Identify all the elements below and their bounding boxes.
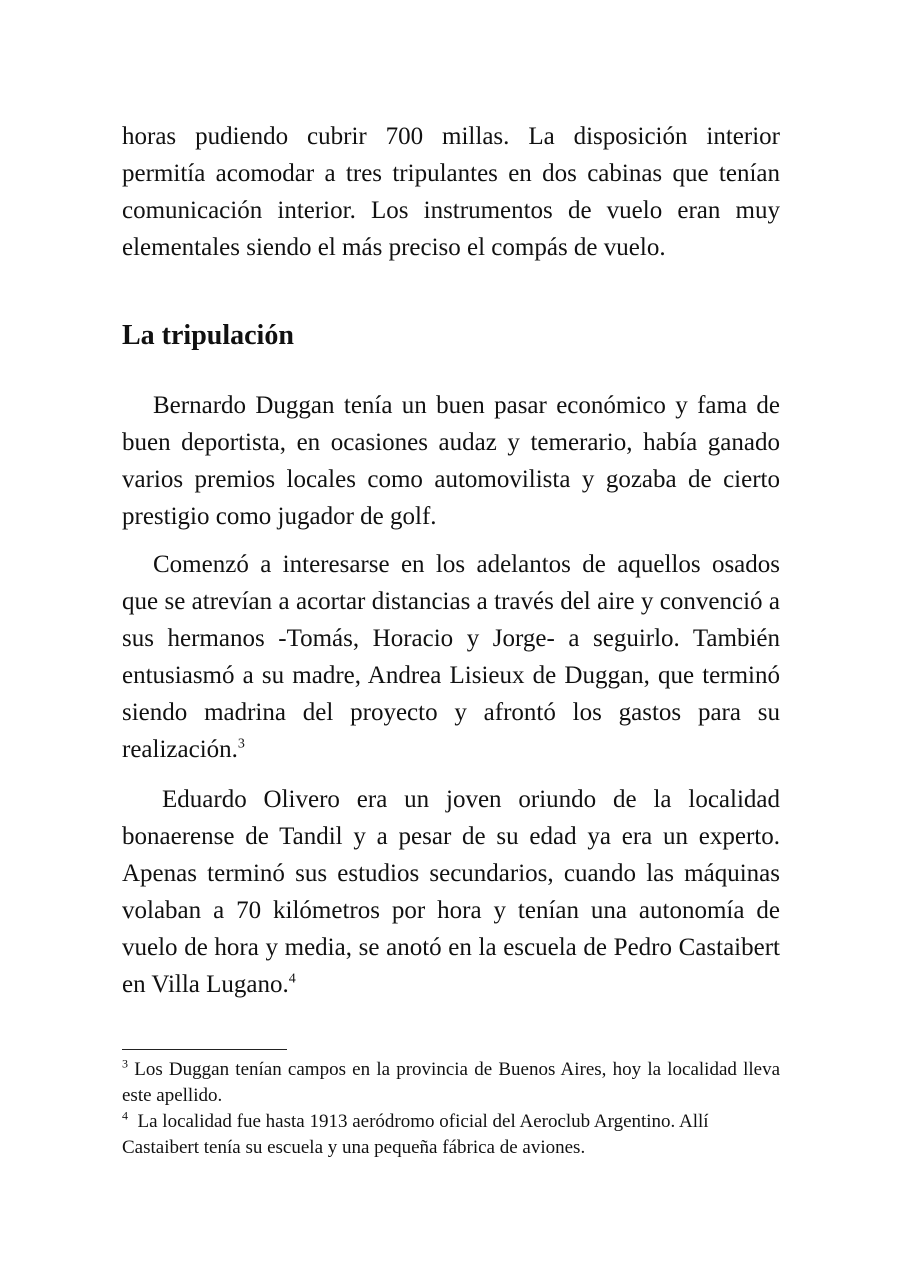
footnote-3: $^3$ Los Duggan tenían campos en la provincia de Buenos Aires, hoy la localidad lleva este apellido. bbox=[122, 1056, 781, 1106]
footnote-4: $^4$ La localidad fue hasta 1913 aeródromo oficial del Aeroclub Argentino. Allí Castaibert tenía su escuela y una pequeña fábrica de aviones. bbox=[122, 1108, 709, 1158]
section-heading: La tripulación bbox=[122, 320, 294, 351]
footnote-separator bbox=[122, 1049, 287, 1050]
footnote-ref-3: 3 bbox=[237, 736, 245, 752]
footnote-ref-4: 4 bbox=[288, 971, 296, 987]
body-paragraph-1: horas pudiendo cubrir 700 millas. La disposición interior permitía acomodar a tres tripulantes en dos cabinas que tenían comunicación interior. Los instrumentos de vuelo eran muy elementales siendo el más preciso el compás de vuelo. bbox=[122, 123, 780, 261]
body-paragraph-4: Eduardo Olivero era un joven oriundo de la localidad bonaerense de Tandil y a pesar de su edad ya era un experto. Apenas terminó sus estudios secundarios, cuando las máquinas volaban a 70 kilómetros por hora y tenían una autonomía de vuelo de hora y media, se anotó en la escuela de Pedro Castaibert en Villa Lugano.$^4$ bbox=[122, 786, 780, 998]
body-paragraph-3: Comenzó a interesarse en los adelantos de aquellos osados que se atrevían a acortar distancias a través del aire y convenció a sus hermanos -Tomás, Horacio y Jorge- a seguirlo. También entusiasmó a su madre, Andrea Lisieux de Duggan, que terminó siendo madrina del proyecto y afrontó los gastos para su realización.$^3$ bbox=[122, 551, 780, 763]
body-paragraph-2: Bernardo Duggan tenía un buen pasar económico y fama de buen deportista, en ocasiones audaz y temerario, había ganado varios premios locales como automovilista y gozaba de cierto prestigio como jugador de golf. bbox=[122, 392, 780, 530]
